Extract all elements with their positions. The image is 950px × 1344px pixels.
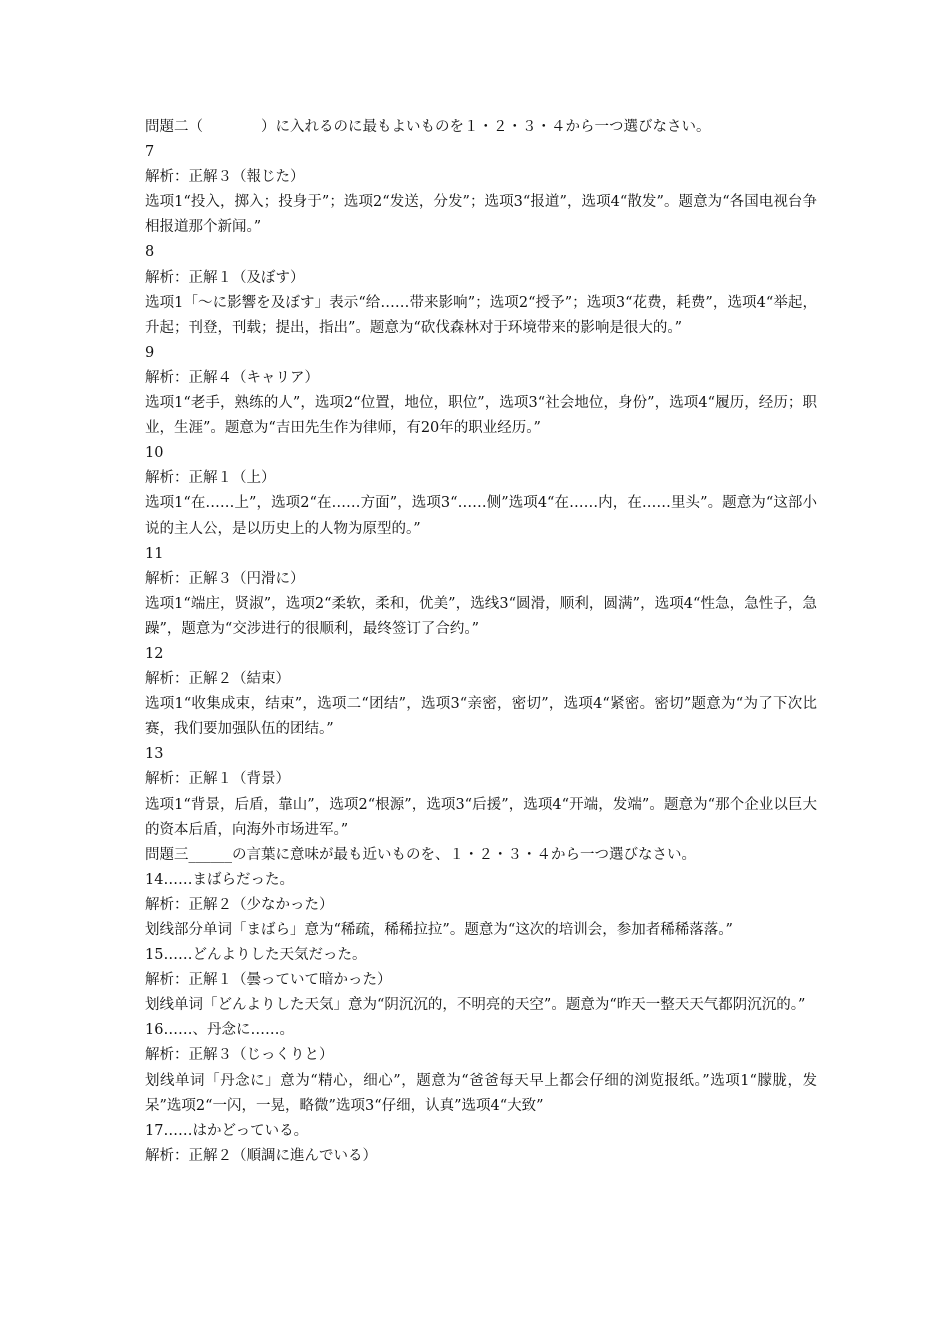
answer-line: 解析：正解３（報じた） bbox=[145, 169, 305, 186]
explanation-paragraph: 划线单词「どんよりした天気」意为“阴沉沉的，不明亮的天空”。题意为“昨天一整天天气都阴沉沉的。” bbox=[145, 997, 806, 1014]
explanation-paragraph: 选项1“在……上”，选项2“在……方面”，选项3“……侧”选项4“在……内，在……里头”。题意为“这部小说的主人公，是以历史上的人物为原型的。” bbox=[145, 495, 817, 537]
answer-line: 解析：正解２（順調に進んでいる） bbox=[145, 1147, 377, 1164]
explanation-paragraph: 选项1“收集成束，结束”，选项二“团结”，选项3“亲密，密切”，选项4“紧密。密切”题意为“为了下次比赛，我们要加强队伍的团结。” bbox=[145, 696, 817, 738]
explanation-paragraph: 选项1“背景，后盾，靠山”，选项2“根源”，选项3“后援”，选项4“开端，发端”。题意为“那个企业以巨大的资本后盾，向海外市场进军。” bbox=[145, 796, 817, 838]
explanation-paragraph: 选项1「～に影響を及ぼす」表示“给……带来影响”；选项2“授予”；选项3“花费，耗费”，选项4“举起，升起；刊登，刊载；提出，指出”。题意为“砍伐森林对于环境带来的影响是很大的。” bbox=[145, 294, 817, 336]
section-heading: 問題三______の言葉に意味が最も近いものを、１・２・３・４から一つ選びなさい。 bbox=[145, 846, 696, 863]
answer-line: 解析：正解１（及ぼす） bbox=[145, 269, 305, 286]
question-number: 11 bbox=[145, 545, 164, 562]
answer-line: 解析：正解１（上） bbox=[145, 470, 276, 487]
answer-line: 解析：正解３（円滑に） bbox=[145, 570, 305, 587]
question-number: 7 bbox=[145, 144, 155, 161]
question-number: 13 bbox=[145, 746, 164, 763]
question-number: 8 bbox=[145, 244, 155, 261]
document-body bbox=[145, 115, 817, 1169]
answer-line: 解析：正解１（曇っていて暗かった） bbox=[145, 972, 392, 989]
explanation-paragraph: 选项1“老手，熟练的人”，选项2“位置，地位，职位”，选项3“社会地位，身份”，选项4“履历，经历；职业，生涯”。题意为“吉田先生作为律师，有20年的职业经历。” bbox=[145, 395, 817, 437]
explanation-paragraph: 划线单词「丹念に」意为“精心，细心”，题意为“爸爸每天早上都会仔细的浏览报纸。”选项1“朦胧，发呆”选项2“一闪，一晃，略微”选项3“仔细，认真”选项4“大致” bbox=[145, 1072, 817, 1114]
answer-line: 解析：正解３（じっくりと） bbox=[145, 1047, 334, 1064]
explanation-paragraph: 选项1“端庄，贤淑”，选项2“柔软，柔和，优美”，选线3“圆滑，顺利，圆满”，选项4“性急，急性子，急躁”，题意为“交涉进行的很顺利，最终签订了合约。” bbox=[145, 595, 817, 637]
explanation-paragraph: 选项1“投入，掷入；投身于”；选项2“发送，分发”；选项3“报道”，选项4“散发”。题意为“各国电视台争相报道那个新闻。” bbox=[145, 194, 817, 236]
question-text: 16……、丹念に……。 bbox=[145, 1022, 294, 1039]
answer-line: 解析：正解２（結束） bbox=[145, 671, 290, 688]
question-text: 14……まばらだった。 bbox=[145, 871, 294, 888]
answer-line: 解析：正解１（背景） bbox=[145, 771, 290, 788]
answer-line: 解析：正解４（キャリア） bbox=[145, 369, 319, 386]
explanation-paragraph: 划线部分单词「まばら」意为“稀疏，稀稀拉拉”。题意为“这次的培训会，参加者稀稀落落。” bbox=[145, 922, 733, 938]
answer-line: 解析：正解２（少なかった） bbox=[145, 896, 334, 913]
question-number: 12 bbox=[145, 645, 164, 662]
question-text: 15……どんよりした天気だった。 bbox=[145, 947, 367, 964]
section-heading: 問題二（ ）に入れるのに最もよいものを１・２・３・４から一つ選びなさい。 bbox=[145, 119, 711, 135]
question-text: 17……はかどっている。 bbox=[145, 1122, 309, 1139]
question-number: 10 bbox=[145, 445, 164, 462]
question-number: 9 bbox=[145, 344, 155, 361]
